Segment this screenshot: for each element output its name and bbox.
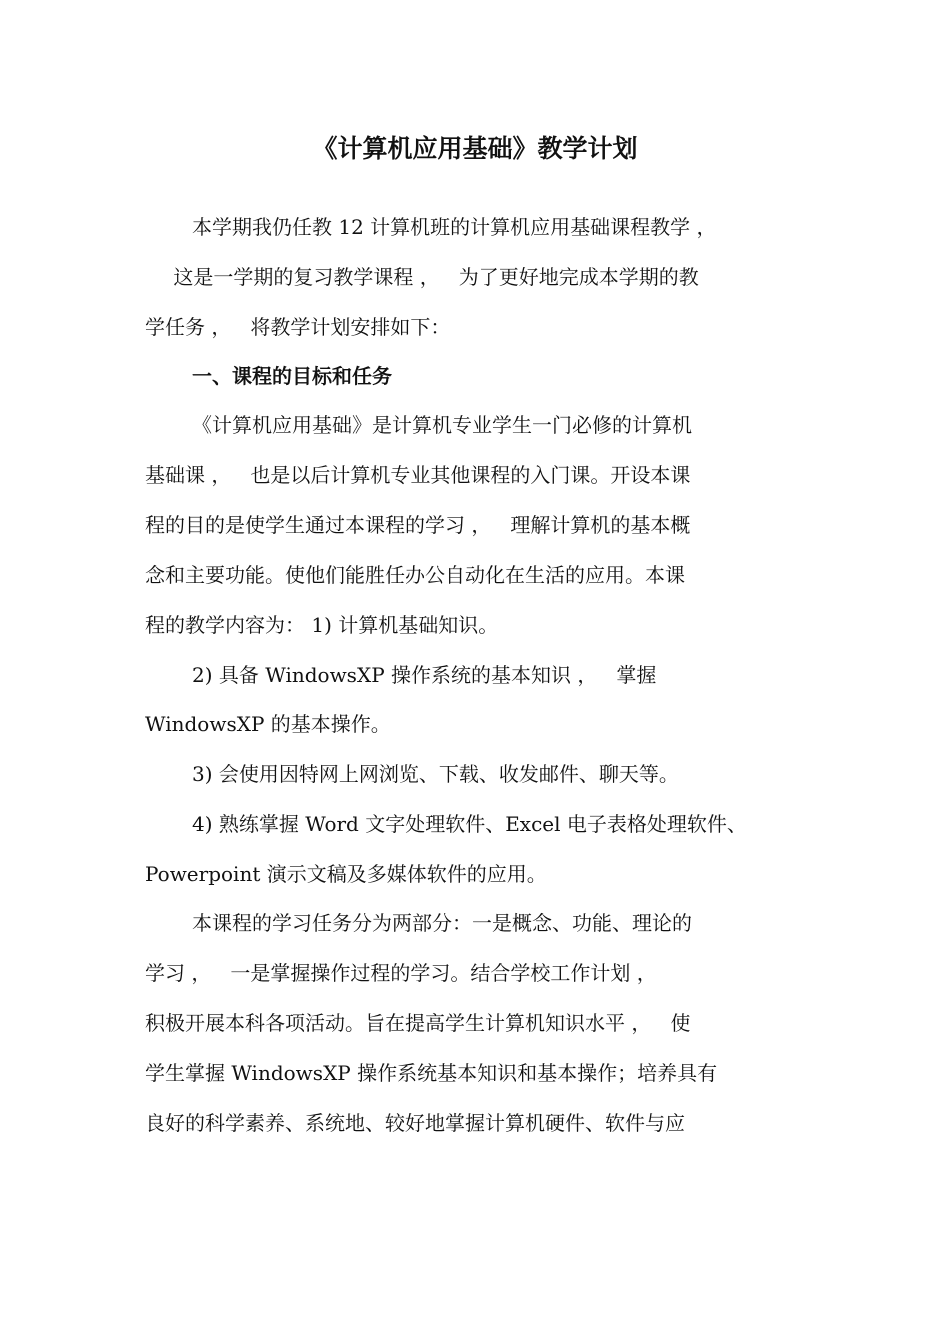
list-item-4-line-1: 4) 熟练掌握 Word 文字处理软件、Excel 电子表格处理软件、: [192, 812, 747, 836]
paragraph-line-15: 本课程的学习任务分为两部分：一是概念、功能、理论的: [192, 911, 692, 935]
paragraph-line-19: 良好的科学素养、系统地、较好地掌握计算机硬件、软件与应: [145, 1111, 685, 1135]
paragraph-line-9: 程的教学内容为： 1) 计算机基础知识。: [145, 613, 499, 637]
paragraph-line-7: 程的目的是使学生通过本课程的学习 ， 理解计算机的基本概: [145, 513, 691, 537]
list-item-2-line-2: WindowsXP 的基本操作。: [145, 712, 391, 736]
paragraph-line-17: 积极开展本科各项活动。旨在提高学生计算机知识水平 ， 使: [145, 1011, 691, 1035]
list-item-2-line-1: 2) 具备 WindowsXP 操作系统的基本知识 ， 掌握: [192, 663, 657, 687]
paragraph-line-18: 学生掌握 WindowsXP 操作系统基本知识和基本操作；培养具有: [145, 1061, 718, 1085]
paragraph-line-2: 这是一学期的复习教学课程 ， 为了更好地完成本学期的教: [167, 265, 699, 289]
paragraph-line-3: 学任务 ， 将教学计划安排如下：: [145, 315, 451, 339]
paragraph-line-1: 本学期我仍任教 12 计算机班的计算机应用基础课程教学 ，: [192, 215, 717, 239]
list-item-4-line-2: Powerpoint 演示文稿及多媒体软件的应用。: [145, 862, 547, 886]
section-heading: 一、课程的目标和任务: [192, 364, 392, 388]
paragraph-line-5: 《计算机应用基础》是计算机专业学生一门必修的计算机: [192, 413, 692, 437]
paragraph-line-8: 念和主要功能。使他们能胜任办公自动化在生活的应用。本课: [145, 563, 685, 587]
list-item-3: 3) 会使用因特网上网浏览、下载、收发邮件、聊天等。: [192, 762, 679, 786]
paragraph-line-16: 学习 ， 一是掌握操作过程的学习。结合学校工作计划 ，: [145, 961, 657, 985]
document-title: 《计算机应用基础》教学计划: [312, 134, 638, 163]
paragraph-line-6: 基础课 ， 也是以后计算机专业其他课程的入门课。开设本课: [145, 463, 691, 487]
